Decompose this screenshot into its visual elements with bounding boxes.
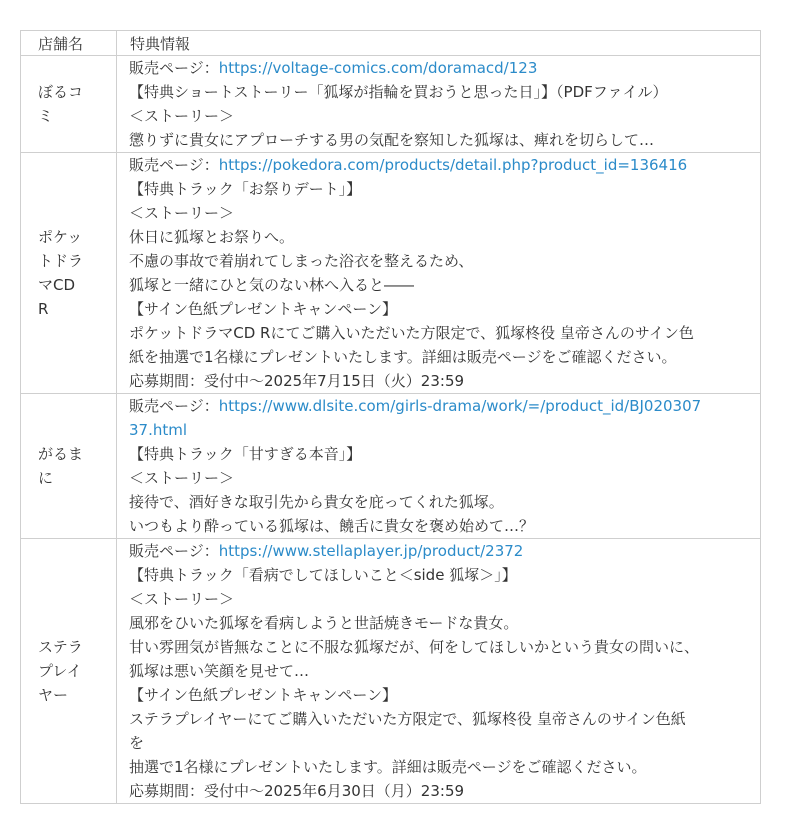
info-line [129,321,752,345]
info-text: 応募期間：受付中～2025年6月30日（月）23:59 [129,782,465,800]
table-header-row [21,31,761,56]
shop-name-cell [21,153,117,394]
info-line [129,731,752,755]
info-line [129,80,752,104]
info-line [129,490,752,514]
table-row [21,539,761,804]
info-line [129,394,752,418]
info-line [129,587,752,611]
sales-page-label: 販売ページ： [129,59,219,77]
info-text: 狐塚は悪い笑顔を見せて… [129,662,310,680]
info-line [129,201,752,225]
info-text: 抽選で1名様にプレゼントいたします。詳細は販売ページをご確認ください。 [129,758,647,776]
info-line [129,418,752,442]
sales-page-label: 販売ページ： [129,542,219,560]
sales-page-link[interactable]: 37.html [129,421,188,439]
shop-name [38,80,90,128]
shop-name-line: トドラ [38,252,84,270]
shop-name-line: ミ [38,107,54,125]
info-text: 接待で、酒好きな取引先から貴女を庇ってくれた狐塚。 [129,493,504,511]
info-line [129,514,752,538]
bonus-info-cell [117,153,761,394]
info-line [129,539,752,563]
sales-page-label: 販売ページ： [129,156,219,174]
info-line [129,177,752,201]
shop-name-line: ぼるコ [38,83,84,101]
info-text: 懲りずに貴女にアプローチする男の気配を察知した狐塚は、痺れを切らして… [129,131,655,149]
info-line [129,369,752,393]
info-text: 甘い雰囲気が皆無なことに不服な狐塚だが、何をしてほしいかという貴女の問いに、 [129,638,700,656]
bonus-info-cell [117,539,761,804]
info-line [129,635,752,659]
info-line [129,273,752,297]
info-text: ＜ストーリー＞ [129,107,235,125]
sales-page-link[interactable]: https://www.dlsite.com/girls-drama/work/=/product_id/BJ020307 [218,397,702,415]
info-line [129,659,752,683]
info-text: 風邪をひいた狐塚を看病しようと世話焼きモードな貴女。 [129,614,519,632]
info-line [129,466,752,490]
info-line [129,297,752,321]
shop-name [38,635,90,707]
sales-page-label: 販売ページ： [129,397,219,415]
shop-name-line: がるま [38,445,84,463]
info-text: 紙を抽選で1名様にプレゼントいたします。詳細は販売ページをご確認ください。 [129,348,677,366]
info-text: 【特典ショートストーリー「狐塚が指輪を買おうと思った日」】（PDFファイル） [129,83,668,101]
shop-name-line: ポケッ [38,228,83,246]
info-text: いつもより酔っている狐塚は、饒舌に貴女を褒め始めて…？ [129,517,535,535]
info-line [129,104,752,128]
info-line [129,56,752,80]
info-text: を [129,734,145,752]
info-line [129,611,752,635]
sales-page-link[interactable]: https://voltage-comics.com/doramacd/123 [218,59,538,77]
info-text: 休日に狐塚とお祭りへ。 [129,228,295,246]
shop-name-line: マCD R [38,276,76,318]
store-bonus-table [20,30,761,804]
info-line [129,153,752,177]
info-text: 狐塚と一緒にひと気のない林へ入ると―― [129,276,415,294]
bonus-info-cell [117,394,761,539]
info-line [129,128,752,152]
info-line [129,442,752,466]
shop-name-line: ステラ [38,638,83,656]
shop-name [38,225,90,321]
info-line [129,779,752,803]
info-text: 【特典トラック「看病でしてほしいこと＜side 狐塚＞」】 [129,566,517,584]
shop-name [38,442,90,490]
shop-name-line: ヤー [38,686,69,704]
info-line [129,345,752,369]
info-text: 応募期間：受付中～2025年7月15日（火）23:59 [129,372,465,390]
sales-page-link[interactable]: https://www.stellaplayer.jp/product/2372 [218,542,524,560]
info-text: 【サイン色紙プレゼントキャンペーン】 [129,686,398,704]
shop-name-line: プレイ [38,662,82,680]
info-line [129,563,752,587]
shop-name-cell [21,539,117,804]
info-line [129,249,752,273]
info-text: ポケットドラマCD Rにてご購入いただいた方限定で、狐塚柊役 皇帝さんのサイン色 [129,324,694,342]
sales-page-link[interactable]: https://pokedora.com/products/detail.php?product_id=136416 [218,156,688,174]
info-line [129,707,752,731]
info-text: ＜ストーリー＞ [129,469,235,487]
shop-name-line: に [38,469,54,487]
bonus-info-cell [117,56,761,153]
table-row [21,153,761,394]
info-text: 【サイン色紙プレゼントキャンペーン】 [129,300,398,318]
header-info: 特典情報 [117,31,761,56]
info-text: 不慮の事故で着崩れてしまった浴衣を整えるため、 [129,252,474,270]
info-text: ＜ストーリー＞ [129,590,235,608]
info-text: 【特典トラック「甘すぎる本音」】 [129,445,362,463]
shop-name-cell [21,394,117,539]
info-line [129,225,752,249]
shop-name-cell [21,56,117,153]
info-text: 【特典トラック「お祭りデート」】 [129,180,362,198]
header-shop: 店舗名 [21,31,117,56]
table-row [21,394,761,539]
info-text: ステラプレイヤーにてご購入いただいた方限定で、狐塚柊役 皇帝さんのサイン色紙 [129,710,686,728]
table-row [21,56,761,153]
info-line [129,755,752,779]
info-text: ＜ストーリー＞ [129,204,235,222]
info-line [129,683,752,707]
